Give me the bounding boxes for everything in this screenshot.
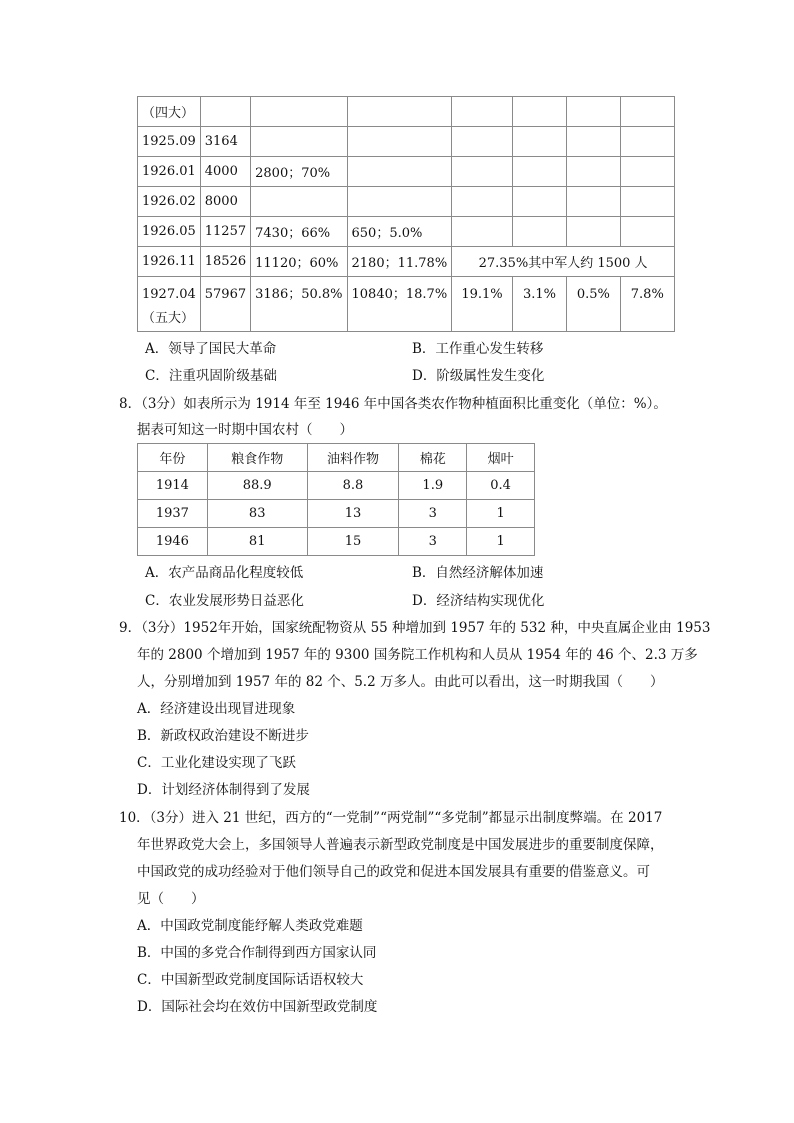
table-cell: 0.4 — [467, 472, 535, 500]
table-cell: 2180；11.78% — [347, 247, 452, 277]
table-cell: 13 — [307, 500, 399, 528]
q9-option-c[interactable]: C．工业化建设实现了飞跃 — [137, 755, 296, 771]
table-row — [138, 528, 535, 556]
q8-stem: 据表可知这一时期中国农村（ ） — [137, 422, 353, 438]
table-cell: 650；5.0% — [347, 217, 452, 247]
q10-stem: 中国政党的成功经验对于他们领导自己的政党和促进本国发展具有重要的借鉴意义。可 — [137, 864, 650, 880]
column-header: 年份 — [138, 444, 208, 472]
table-row — [138, 472, 535, 500]
crop-area-table — [137, 443, 535, 556]
table-cell: （四大） — [138, 97, 201, 127]
table-cell: 88.9 — [207, 472, 307, 500]
table-cell: 8.8 — [307, 472, 399, 500]
q9-option-d[interactable]: D．计划经济体制得到了发展 — [137, 782, 310, 798]
table-row — [138, 217, 675, 247]
table-cell: 1 — [467, 528, 535, 556]
party-membership-table — [137, 96, 675, 332]
table-cell: 1925.09 — [138, 127, 201, 157]
table-cell: 1946 — [138, 528, 208, 556]
q10-option-b[interactable]: B．中国的多党合作制得到西方国家认同 — [137, 945, 377, 961]
table-header-row — [138, 444, 535, 472]
q10-stem: 10．（3分）进入 21 世纪，西方的“一党制”“两党制”“多党制”都显示出制度弊端。在 2017 — [119, 810, 663, 826]
q8-option-c[interactable]: C．农业发展形势日益恶化 — [145, 593, 304, 609]
q8-option-a[interactable]: A．农产品商品化程度较低 — [145, 565, 304, 581]
q9-stem: 人，分别增加到 1957 年的 82 个、5.2 万多人。由此可以看出，这一时期我国（ ） — [137, 674, 664, 690]
table-cell: 1926.01 — [138, 157, 201, 187]
table-cell: 1926.02 — [138, 187, 201, 217]
table-cell: 7430；66% — [251, 217, 347, 247]
table-cell: 3 — [399, 500, 467, 528]
q9-option-a[interactable]: A．经济建设出现冒进现象 — [137, 701, 296, 717]
q8-stem: 8．（3分）如表所示为 1914 年至 1946 年中国各类农作物种植面积比重变化（单位：%）。 — [119, 396, 667, 412]
q10-option-d[interactable]: D．国际社会均在效仿中国新型政党制度 — [137, 999, 378, 1015]
column-header: 烟叶 — [467, 444, 535, 472]
q10-stem: 年世界政党大会上，多国领导人普遍表示新型政党制度是中国发展进步的重要制度保障， — [137, 837, 664, 853]
table-cell: 3186；50.8% — [251, 277, 347, 332]
table-cell: 11257 — [200, 217, 250, 247]
q8-option-b[interactable]: B．自然经济解体加速 — [412, 565, 544, 581]
table-row — [138, 127, 675, 157]
table-cell: 11120；60% — [251, 247, 347, 277]
table-cell: 2800；70% — [251, 157, 347, 187]
table-cell: 1927.04 （五大） — [138, 277, 201, 332]
q7-option-b[interactable]: B．工作重心发生转移 — [412, 341, 544, 357]
table-row — [138, 97, 675, 127]
table-row — [138, 187, 675, 217]
column-header: 棉花 — [399, 444, 467, 472]
q7-option-c[interactable]: C．注重巩固阶级基础 — [145, 368, 277, 384]
q9-option-b[interactable]: B．新政权政治建设不断进步 — [137, 728, 309, 744]
q8-option-d[interactable]: D．经济结构实现优化 — [412, 593, 545, 609]
table-cell: 10840；18.7% — [347, 277, 452, 332]
table-row — [138, 157, 675, 187]
table-cell: 1 — [467, 500, 535, 528]
table-cell: 3 — [399, 528, 467, 556]
q9-stem: 年的 2800 个增加到 1957 年的 9300 国务院工作机构和人员从 1954 年的 46 个、2.3 万多 — [137, 647, 698, 663]
table-cell: 1937 — [138, 500, 208, 528]
table-row — [138, 247, 675, 277]
q10-stem: 见（ ） — [137, 891, 205, 907]
table-cell: 57967 — [200, 277, 250, 332]
column-header: 粮食作物 — [207, 444, 307, 472]
column-header: 油料作物 — [307, 444, 399, 472]
table-cell: 1914 — [138, 472, 208, 500]
table-cell: 19.1% — [452, 277, 513, 332]
table-cell: 3.1% — [512, 277, 566, 332]
table-cell: 81 — [207, 528, 307, 556]
q7-option-a[interactable]: A．领导了国民大革命 — [145, 341, 277, 357]
table-cell: 15 — [307, 528, 399, 556]
table-cell: 1.9 — [399, 472, 467, 500]
table-row — [138, 277, 675, 332]
table-cell: 7.8% — [620, 277, 674, 332]
table-cell: 1926.05 — [138, 217, 201, 247]
table-cell: 3164 — [200, 127, 250, 157]
q9-stem: 9．（3分）1952年开始，国家统配物资从 55 种增加到 1957 年的 532 种，中央直属企业由 1953 — [119, 620, 711, 636]
table-cell: 1926.11 — [138, 247, 201, 277]
q10-option-a[interactable]: A．中国政党制度能纾解人类政党难题 — [137, 918, 363, 934]
table-cell: 0.5% — [567, 277, 620, 332]
table-cell: 4000 — [200, 157, 250, 187]
table-cell: 18526 — [200, 247, 250, 277]
table-row — [138, 500, 535, 528]
q10-option-c[interactable]: C．中国新型政党制度国际话语权较大 — [137, 972, 364, 988]
q7-option-d[interactable]: D．阶级属性发生变化 — [412, 368, 545, 384]
table-cell: 83 — [207, 500, 307, 528]
table-cell: 27.35%其中军人约 1500 人 — [452, 247, 675, 277]
table-cell: 8000 — [200, 187, 250, 217]
